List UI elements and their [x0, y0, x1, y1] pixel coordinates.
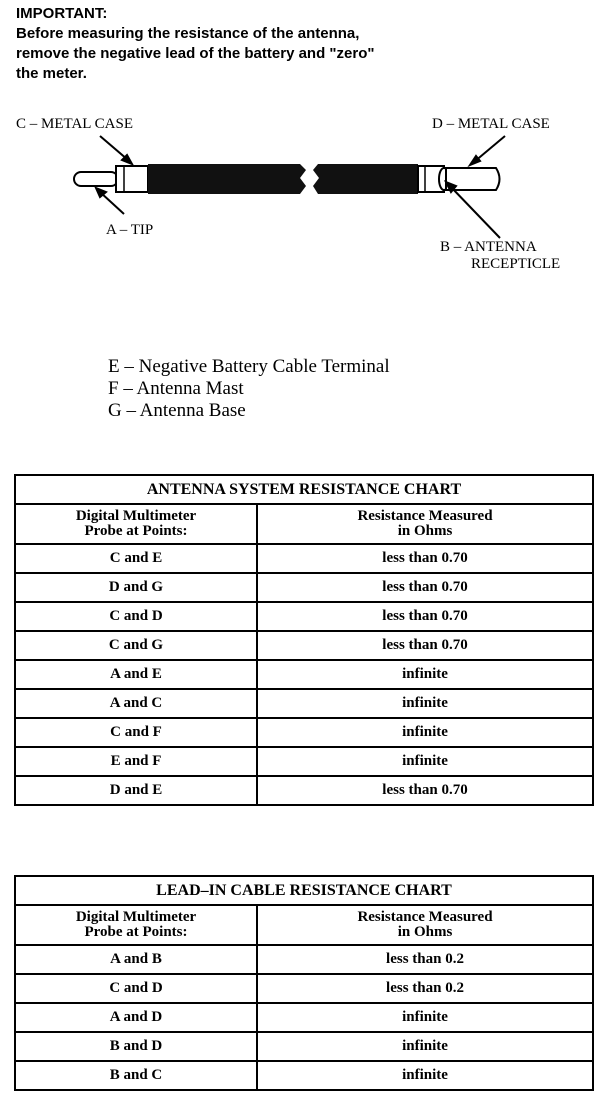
table-row	[15, 945, 593, 974]
label-b-antenna: B – ANTENNA	[440, 239, 537, 255]
cable-right-section	[313, 164, 418, 194]
probe-points: C and E	[15, 544, 257, 573]
chart1-col1-header-line2: Probe at Points:	[84, 523, 188, 539]
label-c-metal-case: C – METAL CASE	[16, 116, 133, 132]
resistance-value: infinite	[257, 1061, 593, 1090]
probe-points: D and E	[15, 776, 257, 805]
probe-points: A and C	[15, 689, 257, 718]
chart1-title: ANTENNA SYSTEM RESISTANCE CHART	[15, 475, 593, 504]
resistance-value: infinite	[257, 689, 593, 718]
probe-points: E and F	[15, 747, 257, 776]
antenna-cable-diagram	[0, 108, 608, 278]
resistance-value: infinite	[257, 1003, 593, 1032]
important-line-3: the meter.	[16, 65, 87, 82]
table-row	[15, 718, 593, 747]
point-legend	[108, 356, 390, 422]
table-row	[15, 602, 593, 631]
important-line-2: remove the negative lead of the battery and "zero"	[16, 45, 375, 62]
legend-item-g: G – Antenna Base	[108, 400, 246, 421]
table-row	[15, 573, 593, 602]
table-row	[15, 631, 593, 660]
probe-points: A and B	[15, 945, 257, 974]
chart1-col2-header-line1: Resistance Measured	[357, 508, 493, 524]
legend-item-e: E – Negative Battery Cable Terminal	[108, 356, 390, 377]
chart2-col2-header	[257, 905, 593, 945]
table-row	[15, 776, 593, 805]
cable-left-plug	[74, 166, 148, 192]
chart1-col2-header-line2: in Ohms	[397, 523, 453, 539]
label-a-tip: A – TIP	[106, 222, 154, 238]
chart1-col1-header-line1: Digital Multimeter	[75, 508, 197, 524]
resistance-value: infinite	[257, 1032, 593, 1061]
probe-points: D and G	[15, 573, 257, 602]
legend-item-f: F – Antenna Mast	[108, 378, 244, 399]
probe-points: C and D	[15, 602, 257, 631]
table-row	[15, 1003, 593, 1032]
chart2-col1-header-line2: Probe at Points:	[84, 924, 188, 940]
important-heading: IMPORTANT:	[16, 5, 108, 22]
chart1-col1-header	[15, 504, 257, 544]
important-line-1: Before measuring the resistance of the antenna,	[16, 25, 360, 42]
chart1-col2-header	[257, 504, 593, 544]
resistance-value: infinite	[257, 718, 593, 747]
table-row	[15, 747, 593, 776]
chart2-col1-header-line1: Digital Multimeter	[75, 909, 197, 925]
probe-points: B and C	[15, 1061, 257, 1090]
chart2-col1-header	[15, 905, 257, 945]
table-row	[15, 974, 593, 1003]
probe-points: A and E	[15, 660, 257, 689]
antenna-system-resistance-chart	[14, 474, 594, 806]
table-row	[15, 660, 593, 689]
table-row	[15, 689, 593, 718]
cable-right-receptacle	[418, 166, 500, 192]
chart2-col2-header-line2: in Ohms	[397, 924, 453, 940]
label-d-metal-case: D – METAL CASE	[432, 116, 550, 132]
resistance-value: less than 0.70	[257, 602, 593, 631]
table-row	[15, 1032, 593, 1061]
probe-points: C and F	[15, 718, 257, 747]
probe-points: B and D	[15, 1032, 257, 1061]
chart2-title: LEAD–IN CABLE RESISTANCE CHART	[15, 876, 593, 905]
lead-in-cable-resistance-chart	[14, 875, 594, 1091]
important-note	[16, 4, 576, 84]
resistance-value: less than 0.70	[257, 631, 593, 660]
resistance-value: less than 0.70	[257, 573, 593, 602]
label-b-recepticle: RECEPTICLE	[471, 256, 561, 272]
resistance-value: infinite	[257, 660, 593, 689]
resistance-value: infinite	[257, 747, 593, 776]
resistance-value: less than 0.2	[257, 945, 593, 974]
table-row	[15, 544, 593, 573]
chart2-col2-header-line1: Resistance Measured	[357, 909, 493, 925]
cable-left-section	[148, 164, 306, 194]
resistance-value: less than 0.70	[257, 544, 593, 573]
table-row	[15, 1061, 593, 1090]
probe-points: C and D	[15, 974, 257, 1003]
probe-points: A and D	[15, 1003, 257, 1032]
resistance-value: less than 0.2	[257, 974, 593, 1003]
resistance-value: less than 0.70	[257, 776, 593, 805]
probe-points: C and G	[15, 631, 257, 660]
